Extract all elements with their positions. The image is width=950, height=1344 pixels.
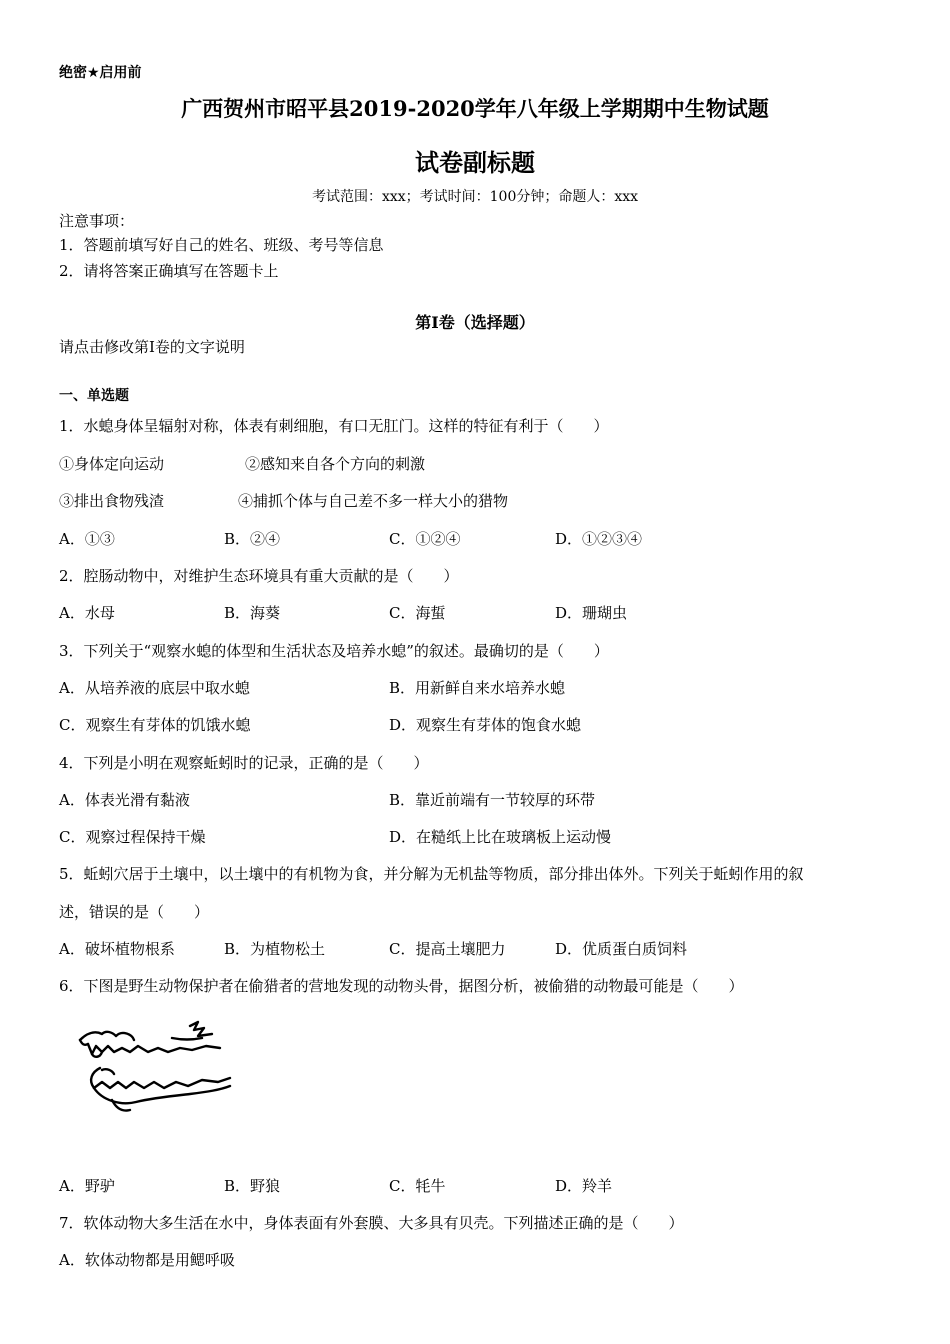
- question-stem: 7．软体动物大多生活在水中，身体表面有外套膜、大多具有贝壳。下列描述正确的是（ ）: [59, 1214, 684, 1232]
- question-stem-continued: 述，错误的是（ ）: [59, 903, 210, 921]
- option-d[interactable]: D．优质蛋白质饲料: [555, 940, 688, 958]
- option-b[interactable]: B．海葵: [224, 604, 281, 622]
- statement-item: ③排出食物残渣: [59, 492, 165, 510]
- option-c[interactable]: C．①②④: [389, 530, 461, 548]
- option-d[interactable]: D．在糙纸上比在玻璃板上运动慢: [389, 828, 612, 846]
- question-stem: 3．下列关于“观察水螅的体型和生活状态及培养水螅”的叙述。最确切的是（ ）: [59, 642, 609, 660]
- option-a[interactable]: A．软体动物都是用鳃呼吸: [59, 1251, 235, 1269]
- exam-title: 广西贺州市昭平县2019-2020学年八年级上学期期中生物试题: [181, 96, 769, 121]
- question-stem: 1．水螅身体呈辐射对称，体表有刺细胞，有口无肛门。这样的特征有利于（ ）: [59, 417, 609, 435]
- statement-item: ④捕抓个体与自己差不多一样大小的猎物: [238, 492, 509, 510]
- option-c[interactable]: C．观察生有芽体的饥饿水螅: [59, 716, 251, 734]
- option-d[interactable]: D．珊瑚虫: [555, 604, 628, 622]
- option-b[interactable]: B．野狼: [224, 1177, 281, 1195]
- option-c[interactable]: C．观察过程保持干燥: [59, 828, 206, 846]
- option-a[interactable]: A．体表光滑有黏液: [59, 791, 190, 809]
- option-b[interactable]: B．用新鲜自来水培养水螅: [389, 679, 566, 697]
- part1-description: 请点击修改第I卷的文字说明: [59, 338, 245, 356]
- option-a[interactable]: A．野驴: [59, 1177, 115, 1195]
- option-d[interactable]: D．①②③④: [555, 530, 643, 548]
- option-d[interactable]: D．观察生有芽体的饱食水螅: [389, 716, 582, 734]
- option-a[interactable]: A．水母: [59, 604, 115, 622]
- statement-item: ①身体定向运动: [59, 455, 165, 473]
- option-a[interactable]: A．从培养液的底层中取水螅: [59, 679, 250, 697]
- option-c[interactable]: C．牦牛: [389, 1177, 446, 1195]
- question-stem: 2．腔肠动物中，对维护生态环境具有重大贡献的是（ ）: [59, 567, 459, 585]
- animal-skull-figure: [72, 1018, 242, 1123]
- notes-heading: 注意事项：: [59, 212, 135, 230]
- question-stem: 6．下图是野生动物保护者在偷猎者的营地发现的动物头骨，据图分析，被偷猎的动物最可能是（ ）: [59, 977, 744, 995]
- section-heading: 一、单选题: [59, 388, 129, 404]
- exam-info: 考试范围：xxx；考试时间：100分钟；命题人：xxx: [311, 189, 639, 205]
- note-item: 2．请将答案正确填写在答题卡上: [59, 262, 279, 280]
- question-stem: 4．下列是小明在观察蚯蚓时的记录，正确的是（ ）: [59, 754, 429, 772]
- option-b[interactable]: B．为植物松土: [224, 940, 326, 958]
- option-b[interactable]: B．靠近前端有一节较厚的环带: [389, 791, 596, 809]
- note-item: 1．答题前填写好自己的姓名、班级、考号等信息: [59, 236, 384, 254]
- option-b[interactable]: B．②④: [224, 530, 281, 548]
- secret-label: 绝密★启用前: [59, 65, 142, 81]
- option-a[interactable]: A．破坏植物根系: [59, 940, 175, 958]
- question-stem: 5．蚯蚓穴居于土壤中，以土壤中的有机物为食，并分解为无机盐等物质，部分排出体外。下列关于蚯蚓作用的叙: [59, 865, 804, 883]
- option-c[interactable]: C．提高土壤肥力: [389, 940, 506, 958]
- option-a[interactable]: A．①③: [59, 530, 115, 548]
- part1-title: 第I卷（选择题）: [415, 313, 535, 332]
- exam-subtitle: 试卷副标题: [415, 149, 535, 177]
- option-c[interactable]: C．海蜇: [389, 604, 446, 622]
- statement-item: ②感知来自各个方向的刺激: [245, 455, 426, 473]
- option-d[interactable]: D．羚羊: [555, 1177, 613, 1195]
